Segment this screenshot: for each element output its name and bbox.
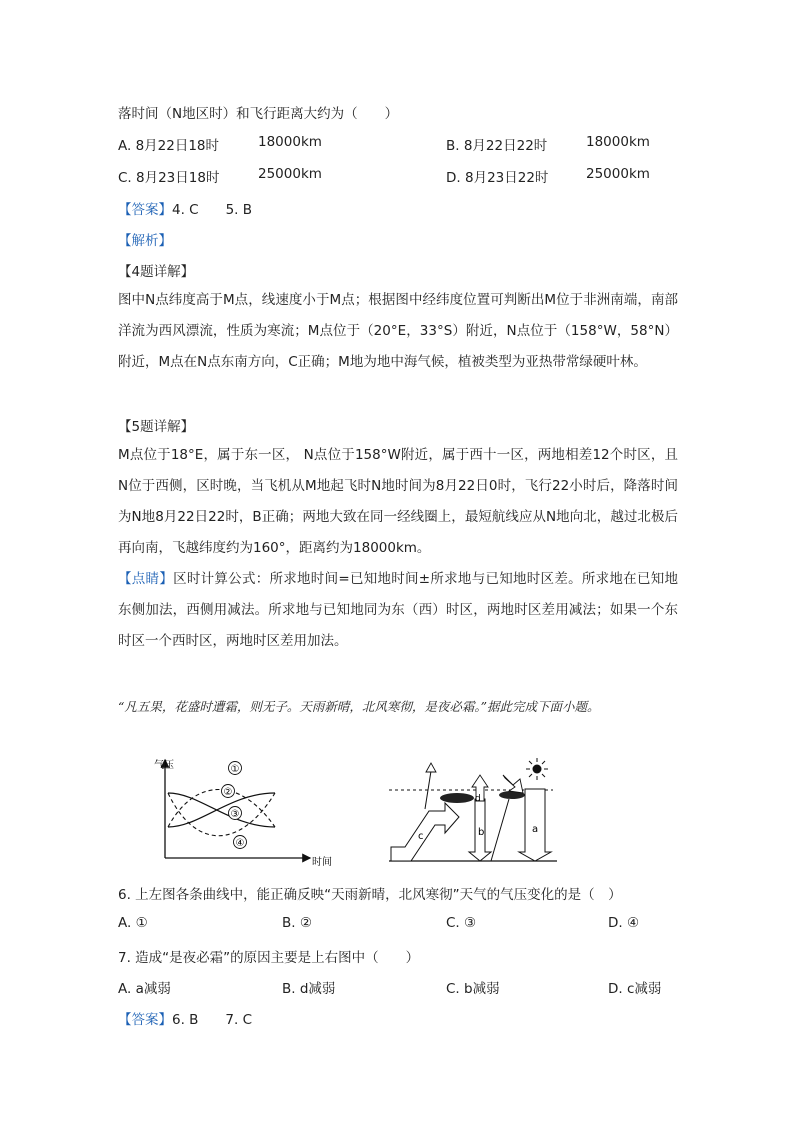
arrow-a-label: a [532, 824, 539, 835]
answer-line-2 [118, 1008, 252, 1028]
q6-option-c: C. ③ [446, 915, 477, 931]
q4-detail-heading: 【4题详解】 [118, 264, 195, 280]
question-5-tail: 落时间（N地区时）和飞行距离大约为（ ） [118, 106, 399, 122]
curve-dip-dashed [168, 793, 275, 836]
arrow-reflected [503, 775, 523, 793]
question-6-stem: 6. 上左图各条曲线中，能正确反映“天雨新晴，北风寒彻”天气的气压变化的是（ ） [118, 887, 622, 903]
q5-option-d [446, 166, 650, 186]
q7-option-a: A. a减弱 [118, 981, 171, 997]
arrow-c [391, 803, 459, 861]
q5-option-d-label: D. 8月23日22时 [446, 170, 549, 186]
answer-tag: 【答案】 [118, 202, 172, 218]
arrow-diagonal [491, 799, 509, 861]
analysis-heading: 【解析】 [118, 233, 172, 249]
q5-option-c [118, 166, 322, 186]
q5-detail-body: M点位于18°E，属于东一区， N点位于158°W附近，属于西十一区，两地相差12个时区，且N位于西侧，区时晚，当飞机从M地起飞时N地时间为8月22日0时，飞行22小时后，降落时间为N地8月22日22时，B正确；两地大致在同一经线圈上，最短航线应从N地向北，越过北极后再向南，飞越纬度约为160°，距离约为18000km。 [118, 447, 678, 556]
q5-option-a-distance: 18000km [258, 134, 322, 150]
q5-detail-heading: 【5题详解】 [118, 419, 195, 435]
arrow-escape-head [426, 763, 436, 772]
q4-detail-body: 图中N点纬度高于M点，线速度小于M点；根据图中经纬度位置可判断出M位于非洲南端，南部洋流为西风漂流，性质为寒流；M点位于（20°E，33°S）附近，N点位于（158°W，58°N）附近，M点在N点东南方向，C正确；M地为地中海气候，植被类型为亚热带常绿硬叶林。 [118, 292, 678, 370]
answer-line-1 [118, 198, 252, 218]
q7-option-c: C. b减弱 [446, 981, 500, 997]
q5-option-b-distance: 18000km [586, 134, 650, 150]
curve-2-label: ② [223, 787, 233, 798]
sun-icon [533, 765, 542, 774]
x-axis-label: 时间 [312, 857, 332, 868]
poem-intro: “凡五果，花盛时遭霜，则无子。天雨新晴，北风寒彻，是夜必霜。”据此完成下面小题。 [118, 699, 600, 714]
q6-option-d: D. ④ [608, 915, 640, 931]
q5-option-b-label: B. 8月22日22时 [446, 138, 548, 154]
q6-option-a: A. ① [118, 915, 148, 931]
q5-option-a-label: A. 8月22日18时 [118, 138, 220, 154]
arrow-c-label: c [418, 831, 424, 842]
q5-option-b [446, 134, 650, 154]
curve-3-label: ③ [230, 809, 240, 820]
q6-option-b: B. ② [282, 915, 312, 931]
q5-option-c-distance: 25000km [258, 166, 322, 182]
pressure-chart [150, 755, 340, 870]
q7-option-b: B. d减弱 [282, 981, 336, 997]
y-axis-label: 气压 [154, 760, 174, 771]
q5-option-a [118, 134, 322, 154]
curve-falling-solid [168, 793, 275, 827]
curve-1-label: ① [230, 764, 240, 775]
arrow-b-label: b [478, 827, 485, 838]
curve-4-label: ④ [235, 838, 245, 849]
question-7-stem: 7. 造成“是夜必霜”的原因主要是上右图中（ ） [118, 950, 420, 966]
answer-2-tag: 【答案】 [118, 1012, 172, 1028]
dianjing-body: 区时计算公式：所求地时间=已知地时间±所求地与已知地时区差。所求地在已知地东侧加法，西侧用减法。所求地与已知地同为东（西）时区，两地时区差用减法；如果一个东时区一个西时区，两地时区差用加法。 [118, 571, 679, 649]
answer-2-text: 6. B 7. C [172, 1012, 253, 1028]
answer-text: 4. C 5. B [172, 202, 253, 218]
radiation-diagram [385, 757, 565, 869]
curve-rising-solid [168, 793, 275, 827]
arrow-d-label: d [475, 794, 481, 804]
q7-option-d: D. c减弱 [608, 981, 662, 997]
dianjing-block [118, 564, 678, 657]
q5-option-c-label: C. 8月23日18时 [118, 170, 220, 186]
q5-option-d-distance: 25000km [586, 166, 650, 182]
cloud-left [440, 793, 474, 803]
dianjing-tag: 【点睛】 [118, 571, 174, 587]
